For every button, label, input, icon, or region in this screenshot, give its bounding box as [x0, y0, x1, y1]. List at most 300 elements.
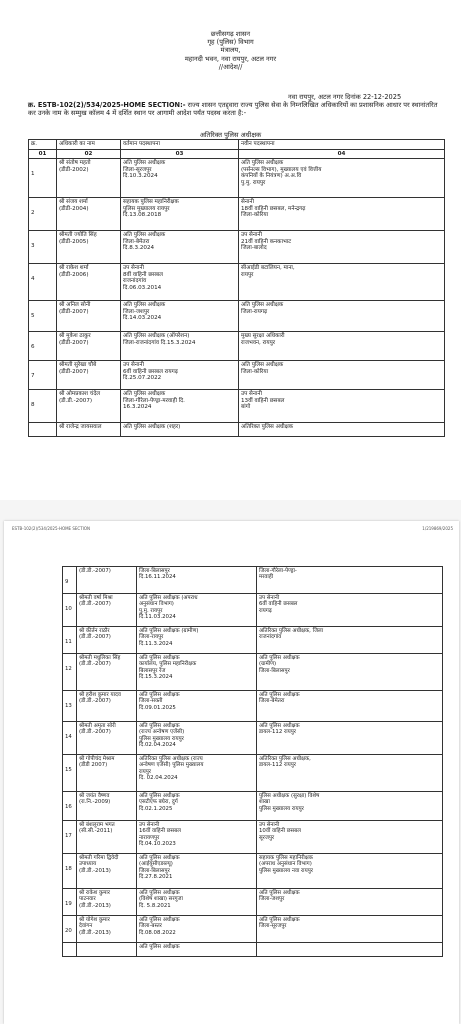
current-posting-text: दि.11.3.2024	[139, 640, 173, 647]
officer-name-text: श्री जयंत वैष्णव	[79, 793, 110, 799]
officer-name-text: श्रीमती गरिमा द्विवेदी	[79, 855, 119, 861]
serial-cell	[63, 567, 77, 594]
officer-name-text: (डीडी-2007)	[59, 339, 89, 346]
current-posting-cell	[121, 159, 239, 198]
new-posting-text: जिला-जशपुर	[259, 896, 285, 903]
officer-name-cell	[77, 567, 137, 594]
officer-name-text: श्री बंशलूराम भगत	[79, 822, 115, 828]
new-posting-text: उप सेनानी	[259, 822, 280, 828]
new-posting-text: सेनानी	[241, 199, 254, 206]
new-posting-text: उप सेनानी	[259, 595, 280, 601]
serial-text: 9	[65, 579, 69, 585]
officer-name-cell	[57, 361, 121, 390]
serial-text: 18	[65, 866, 72, 872]
current-posting-cell	[137, 854, 257, 889]
current-posting-text: राजनांदगांव	[123, 278, 147, 285]
officer-name-cell	[77, 821, 137, 854]
new-posting-text: अतिरिक्त पुलिस अधीक्षक	[241, 424, 294, 431]
table-row	[29, 301, 445, 332]
current-posting-cell	[137, 627, 257, 654]
table-header-row	[29, 140, 445, 150]
new-posting-text: जिला-बालोद	[241, 245, 267, 252]
serial-cell	[63, 792, 77, 821]
serial-text: 3	[31, 243, 35, 250]
new-posting-text: रायगढ़	[259, 607, 272, 614]
officer-name-text: श्री मुकेश ठाकुर	[59, 333, 91, 340]
current-posting-cell	[137, 691, 257, 722]
table-row	[63, 691, 443, 722]
new-posting-text: 21वीं वाहिनी कनकाभाट	[241, 238, 292, 245]
serial-text: 10	[65, 606, 72, 612]
officer-name-cell	[57, 423, 121, 437]
new-posting-text: सूरजपुर	[259, 834, 275, 841]
serial-cell	[63, 916, 77, 943]
officer-name-text: (डी.डी.-2007)	[79, 661, 111, 668]
serial-cell	[63, 821, 77, 854]
officer-name-text: श्री ओमप्रकाश चंदेल	[59, 391, 101, 398]
serial-cell	[29, 159, 57, 198]
current-posting-text: दि. 02.04.2024	[139, 775, 178, 782]
serial-text: 16	[65, 804, 72, 810]
current-posting-cell	[121, 264, 239, 301]
current-posting-text: अति पुलिस अधीक्षक	[139, 944, 180, 950]
serial-text: 11	[65, 639, 72, 645]
current-posting-text: रायपुर	[139, 768, 151, 775]
header-new-posting: नवीन पदस्थापना	[239, 140, 445, 150]
new-posting-text: अति पुलिस अधीक्षक	[259, 917, 300, 923]
current-posting-cell	[137, 654, 257, 691]
new-posting-cell	[239, 361, 445, 390]
new-posting-text: राजनांदगांव	[259, 634, 282, 641]
new-posting-text: जिला-कोरिया	[241, 368, 269, 375]
new-posting-text: पुलिस मुख्यालय रायपुर	[259, 805, 304, 812]
new-posting-text: अति पुलिस अधीक्षक	[241, 160, 284, 167]
officer-name-cell	[77, 792, 137, 821]
officer-name-cell	[77, 889, 137, 916]
officer-name-cell	[57, 332, 121, 361]
letterhead	[0, 30, 461, 71]
serial-text: 17	[65, 833, 72, 839]
current-posting-text: जिला-बस्तर	[139, 923, 162, 930]
table-row	[29, 231, 445, 264]
officer-name-text: श्री संतोष महतो	[59, 160, 91, 167]
officer-name-cell	[77, 627, 137, 654]
officer-name-text: श्री राकेश शर्मा	[59, 265, 89, 272]
new-posting-cell	[239, 390, 445, 423]
officer-name-text: (डी.डी.-2007)	[79, 568, 111, 574]
officer-name-cell	[57, 264, 121, 301]
current-posting-text: 16वीं वाहिनी छसबल	[139, 828, 181, 835]
table-row	[29, 159, 445, 198]
officer-name-cell	[77, 854, 137, 889]
serial-cell	[63, 594, 77, 627]
section-title: अतिरिक्त पुलिस अधीक्षक	[199, 131, 262, 139]
officer-name-text: श्रीमती अमृता सोरी	[79, 723, 116, 729]
new-posting-text: राजभवन, रायपुर	[241, 339, 276, 346]
new-posting-text: (ग्रामीण)	[259, 661, 277, 668]
current-posting-text: पु.मु. रायपुर	[139, 607, 163, 614]
current-posting-text: उप सेनानी	[139, 822, 160, 828]
current-posting-text: दि.04.10.2023	[139, 841, 176, 848]
officer-name-cell	[57, 390, 121, 423]
serial-text: 19	[65, 901, 72, 907]
letterhead-line-3: मंत्रालय,	[220, 46, 241, 55]
current-posting-text: पुलिस मुख्यालय रायपुर	[123, 205, 170, 212]
new-posting-text: मुख्य सुरक्षा अधिकारी	[241, 333, 285, 340]
current-posting-text: अति पुलिस अधीक्षक	[139, 890, 180, 896]
current-posting-text: एसटीएफ बघेरा, दुर्ग	[139, 799, 178, 806]
new-posting-cell	[239, 301, 445, 332]
officer-name-text: (डी.डी.-2013)	[79, 867, 111, 874]
officer-name-cell	[57, 301, 121, 332]
serial-cell	[63, 722, 77, 755]
serial-text: 7	[31, 373, 35, 380]
officer-name-text: (डी.डी.-2007)	[79, 698, 111, 705]
table-row	[29, 361, 445, 390]
new-posting-text: कंपनियों के नियंत्रण) अ.अ.वि	[241, 173, 302, 180]
new-posting-text: अति पुलिस अधीक्षक	[241, 362, 284, 369]
current-posting-text: दि.02.04.2024	[139, 742, 176, 749]
current-posting-text: सहायक पुलिस महानिरीक्षक	[123, 199, 179, 206]
officer-name-text: (डीडी 2007)	[79, 762, 108, 769]
serial-cell	[63, 691, 77, 722]
new-posting-text: जिला-रायगढ़	[241, 308, 268, 315]
current-posting-text: दि.27.8.2021	[139, 874, 173, 881]
current-posting-text: दि.8.3.2024	[123, 245, 155, 252]
table-row	[63, 821, 443, 854]
new-posting-text: 13वीं वाहिनी छसबल	[241, 397, 285, 404]
new-posting-text: (अपराध अनुसंधान विभाग)	[259, 861, 312, 868]
current-posting-text: दि.11.03.2024	[139, 614, 176, 621]
current-posting-text: 8वीं वाहिनी छसबल	[123, 271, 163, 278]
serial-text: 15	[65, 767, 72, 773]
current-posting-text: अनुसंधान विभाग)	[139, 601, 174, 608]
new-posting-text: उप सेनानी	[241, 232, 262, 239]
table-row	[63, 755, 443, 792]
current-posting-text: पुलिस मुख्यालय रायपुर	[139, 735, 184, 742]
officer-name-text: (डी.डी.-2007)	[79, 634, 111, 641]
officer-name-text: (डीडी-2002)	[59, 166, 89, 173]
serial-cell	[63, 854, 77, 889]
current-posting-cell	[121, 332, 239, 361]
current-posting-text: अति पुलिस अधीक्षक (ऑपरेशन)	[123, 333, 190, 340]
serial-text: 8	[31, 402, 35, 409]
new-posting-cell	[257, 654, 443, 691]
current-posting-cell	[121, 361, 239, 390]
current-posting-text: जिला-गौरेला-पेण्ड्रा-मरवाही दि.	[123, 397, 185, 404]
current-posting-text: अति पुलिस अधीक्षक (अपराध	[139, 595, 198, 601]
table-column-number-row	[29, 149, 445, 159]
current-posting-text: दि.15.3.2024	[139, 674, 173, 681]
officer-name-text: (डीडी-2005)	[59, 238, 89, 245]
current-posting-text: दि.14.03.2024	[123, 315, 162, 322]
current-posting-text: जिला-बिलासपुर	[139, 568, 170, 574]
officer-name-text: श्रीमती सुरेखा चौबे	[59, 362, 97, 369]
serial-cell	[29, 301, 57, 332]
column-number: 03	[121, 149, 239, 159]
new-posting-text: सहायक पुलिस महानिरीक्षक	[259, 855, 313, 861]
officer-name-text: श्री हरीश कुमार यादव	[79, 692, 121, 698]
current-posting-text: अति पुलिस अधीक्षक (ग्रामीण)	[139, 628, 199, 634]
order-reference: क्र. ESTB-102(2)/534/2025-HOME SECTION:-	[28, 101, 186, 109]
officer-name-text: श्री अनिल सोनी	[59, 302, 91, 309]
current-posting-text: दि.10.3.2024	[123, 173, 158, 180]
current-posting-text: जिला-रायपुर	[139, 634, 164, 641]
current-posting-text: दि. 5.8.2021	[139, 902, 171, 909]
new-posting-text: मरवाही	[259, 574, 274, 581]
current-posting-cell	[137, 722, 257, 755]
current-posting-cell	[137, 916, 257, 943]
new-posting-text: शाखा	[259, 799, 270, 806]
serial-text: 13	[65, 703, 72, 709]
new-posting-cell	[257, 691, 443, 722]
table-row	[63, 654, 443, 691]
letterhead-line-2: गृह (पुलिस) विभाग	[207, 38, 254, 47]
serial-cell	[29, 231, 57, 264]
officer-name-cell	[57, 159, 121, 198]
officer-name-text: श्री गोपीचंद मेश्राम	[79, 756, 115, 762]
new-posting-text: (पर्सनल्स विभाग), मुख्यालय एवं वित्तीय	[241, 166, 322, 173]
table-row	[29, 264, 445, 301]
table-row	[29, 390, 445, 423]
current-posting-text: अति पुलिस अधीक्षक	[139, 917, 180, 923]
table-row	[63, 567, 443, 594]
new-posting-cell	[257, 916, 443, 943]
serial-cell	[63, 889, 77, 916]
serial-cell	[29, 332, 57, 361]
new-posting-text: अति पुलिस अधीक्षक	[259, 890, 300, 896]
transfer-table-page-1	[28, 139, 445, 437]
current-posting-text: अति पुलिस अधीक्षक	[123, 232, 166, 239]
current-posting-text: जिला-बेमेतरा	[123, 238, 150, 245]
transfer-table-page-2	[62, 566, 443, 957]
officer-name-text: श्रीमती वर्षा मिश्रा	[79, 595, 113, 601]
new-posting-cell	[239, 264, 445, 301]
officer-name-cell	[77, 654, 137, 691]
current-posting-cell	[137, 594, 257, 627]
serial-cell	[29, 423, 57, 437]
new-posting-text: जिला-सूरजपुर	[259, 923, 287, 930]
serial-text: 20	[65, 928, 72, 934]
current-posting-text: बिलासपुर रेंज	[139, 667, 166, 674]
new-posting-text: 10वीं वाहिनी छसबल	[259, 828, 301, 835]
current-posting-text: नारायणपुर	[139, 834, 160, 841]
new-posting-cell	[239, 423, 445, 437]
new-posting-text: सीआईडी बटालियन, माना,	[241, 265, 295, 272]
current-posting-text: उप सेनानी	[123, 362, 144, 369]
current-posting-text: जिला-बिलासपुर	[139, 867, 170, 874]
officer-name-text: (डी.डी.-2013)	[79, 929, 111, 936]
header-officer-name: अधिकारी का नाम	[57, 140, 121, 150]
table-row	[63, 854, 443, 889]
officer-name-cell	[57, 198, 121, 231]
current-posting-text: जिला-राजनांदगांव दि.15.3.2024	[123, 339, 196, 346]
officer-name-text: श्री राजेन्द्र जायसवाल	[59, 424, 102, 431]
current-posting-text: जिला-जशपुर	[123, 308, 150, 315]
officer-name-text: देवांगन	[79, 923, 93, 930]
current-posting-text: अति पुलिस अधीक्षक (शहर)	[123, 424, 181, 431]
letterhead-line-1: छत्तीसगढ़ शासन	[210, 30, 251, 38]
officer-name-text: श्रीमती ज्योति सिंह	[59, 232, 97, 239]
new-posting-cell	[239, 159, 445, 198]
new-posting-text: जिला-बिलासपुर	[259, 667, 290, 674]
officer-name-cell	[57, 231, 121, 264]
current-posting-text: अतिरिक्त पुलिस अधीक्षक (राज्य	[139, 756, 203, 762]
officer-name-cell	[77, 943, 137, 957]
officer-name-cell	[77, 594, 137, 627]
officer-name-text: पाटनवार	[79, 896, 96, 903]
officer-name-cell	[77, 691, 137, 722]
current-posting-text: अति पुलिस अधीक्षक	[139, 692, 180, 698]
current-posting-text: अति पुलिस अधीक्षक	[139, 793, 180, 799]
table-row	[63, 594, 443, 627]
table-row	[29, 332, 445, 361]
new-posting-text: अतिरिक्त पुलिस अधीक्षक, जिला	[259, 628, 324, 634]
officer-name-text: (डीडी-2006)	[59, 271, 89, 278]
order-text: राज्य शासन एतद्द्वारा राज्य पुलिस सेवा के निम्नलिखित अधिकारियों का प्रशासनिक आधार पर स्थानांतरित कर उनके नाम के सम्मुख कॉलम 4 में दर्शित स्थान पर आगामी आदेश पर्यंत पदस्थ करता है:-	[28, 101, 438, 118]
new-posting-cell	[239, 332, 445, 361]
officer-name-text: (रा.नि.-2009)	[79, 799, 111, 806]
current-posting-text: अति पुलिस अधीक्षक	[139, 855, 180, 861]
serial-cell	[29, 361, 57, 390]
officer-name-text: (डीडी-2007)	[59, 368, 89, 375]
new-posting-cell	[257, 755, 443, 792]
table-row	[63, 916, 443, 943]
new-posting-text: जिला-कोरिया	[241, 212, 269, 219]
column-number: 01	[29, 149, 57, 159]
officer-name-text: श्रीमती मधुलिका सिंह	[79, 655, 121, 661]
officer-name-text: श्री राकेश कुमार	[79, 890, 111, 896]
current-posting-cell	[121, 301, 239, 332]
new-posting-text: अति पुलिस अधीक्षक	[241, 302, 284, 309]
new-posting-text: जिला-गौरेला-पेण्ड्रा-	[259, 568, 297, 574]
current-posting-cell	[121, 198, 239, 231]
officer-name-cell	[77, 916, 137, 943]
current-posting-cell	[137, 943, 257, 957]
serial-cell	[63, 654, 77, 691]
current-posting-text: कार्यालय, पुलिस महानिरीक्षक	[139, 661, 197, 668]
current-posting-text: दि.25.07.2022	[123, 375, 162, 382]
new-posting-text: जिला-बेमेतरा	[259, 698, 285, 705]
header-current-posting: वर्तमान पदस्थापना	[121, 140, 239, 150]
serial-cell	[29, 264, 57, 301]
table-row	[63, 889, 443, 916]
column-number: 04	[239, 149, 445, 159]
letterhead-line-5: //आदेश//	[218, 62, 243, 71]
new-posting-text: अति पुलिस अधीक्षक	[259, 723, 300, 729]
officer-name-text: (डी.डी.-2007)	[59, 397, 93, 404]
officer-name-text: उपाध्याय	[79, 861, 97, 868]
table-row	[63, 943, 443, 957]
new-posting-text: बांगो	[241, 404, 251, 411]
new-posting-cell	[257, 943, 443, 957]
serial-cell	[29, 198, 57, 231]
current-posting-text: दि.08.08.2022	[139, 929, 176, 936]
current-posting-text: 6वीं वाहिनी छसबल रायगढ़	[123, 368, 178, 375]
serial-text: 12	[65, 666, 72, 672]
new-posting-text: डायल-112 रायपुर	[259, 729, 297, 736]
current-posting-text: दि.16.11.2024	[139, 574, 176, 581]
new-posting-cell	[257, 854, 443, 889]
table-row	[29, 198, 445, 231]
new-posting-text: 6वीं वाहिनी छसबल	[259, 601, 298, 608]
serial-text: 6	[31, 344, 35, 351]
serial-text: 2	[31, 210, 35, 217]
officer-name-text: (डी.डी.-2007)	[79, 601, 111, 608]
current-posting-text: अति पुलिस अधीक्षक	[123, 160, 166, 167]
order-paragraph	[28, 101, 444, 118]
new-posting-text: उप सेनानी	[241, 391, 262, 398]
current-posting-text: अति पुलिस अधीक्षक	[139, 723, 180, 729]
serial-cell	[63, 943, 77, 957]
serial-cell	[63, 627, 77, 654]
current-posting-text: (आईयूसीएडब्ल्यू)	[139, 861, 173, 868]
new-posting-cell	[257, 821, 443, 854]
current-posting-text: 16.3.2024	[123, 404, 152, 411]
current-posting-text: (राज्य अन्वेषण एजेंसी)	[139, 729, 185, 736]
officer-name-text: श्री योगेश कुमार	[79, 917, 110, 923]
officer-name-text: श्री संजय शर्मा	[59, 199, 88, 206]
letterhead-line-4: महानदी भवन, नवा रायपुर, अटल नगर	[184, 54, 277, 63]
current-posting-text: अति पुलिस अधीक्षक	[123, 302, 166, 309]
new-posting-cell	[257, 889, 443, 916]
new-posting-text: डायल-112 रायपुर	[259, 762, 297, 769]
new-posting-cell	[257, 792, 443, 821]
document-page-1	[0, 0, 461, 500]
officer-name-cell	[77, 755, 137, 792]
column-number: 02	[57, 149, 121, 159]
table-row	[63, 627, 443, 654]
serial-text: 1	[31, 171, 35, 178]
officer-name-text: (डीडी-2004)	[59, 205, 89, 212]
table-row	[29, 423, 445, 437]
current-posting-cell	[137, 821, 257, 854]
current-posting-text: अन्वेषण एजेंसी) पुलिस मुख्यालय	[139, 762, 204, 769]
current-posting-cell	[137, 755, 257, 792]
officer-name-text: श्री कीर्तन राठौर	[79, 628, 110, 634]
current-posting-text: अति पुलिस अधीक्षक	[123, 391, 166, 398]
new-posting-cell	[239, 198, 445, 231]
header-serial: क्र.	[29, 140, 57, 150]
table-row	[63, 792, 443, 821]
new-posting-cell	[257, 594, 443, 627]
current-posting-text: जिला-सूरजपुर	[123, 166, 152, 173]
new-posting-text: पुलिस मुख्यालय नवा रायपुर	[259, 867, 313, 874]
serial-text: 5	[31, 313, 35, 320]
new-posting-text: रायपुर	[241, 271, 254, 278]
officer-name-text: (डीडी-2007)	[59, 308, 89, 315]
serial-text: 4	[31, 276, 35, 283]
current-posting-text: जिला-सक्ती	[139, 698, 163, 705]
new-posting-cell	[257, 627, 443, 654]
officer-name-cell	[77, 722, 137, 755]
order-dateline: नवा रायपुर, अटल नगर दिनांक 22-12-2025	[288, 93, 402, 101]
serial-cell	[63, 755, 77, 792]
officer-name-text: (सी.सी.-2011)	[79, 828, 113, 835]
table-row	[63, 722, 443, 755]
current-posting-text: उप सेनानी	[123, 265, 144, 272]
new-posting-text: अति पुलिस अधीक्षक	[259, 655, 300, 661]
new-posting-cell	[239, 231, 445, 264]
officer-name-text: (डी.डी.-2013)	[79, 902, 111, 909]
page-2-header-number: 1/219869/2025	[422, 526, 453, 531]
new-posting-text: पु.मु. रायपुर	[241, 179, 266, 186]
new-posting-cell	[257, 567, 443, 594]
page-2-header-reference: ESTB-102(2)/534/2025-HOME SECTION	[12, 526, 90, 531]
current-posting-text: दि.06.03.2014	[123, 284, 162, 291]
current-posting-text: दि.09.01.2025	[139, 704, 176, 711]
current-posting-text: दि.02.1.2025	[139, 805, 173, 812]
